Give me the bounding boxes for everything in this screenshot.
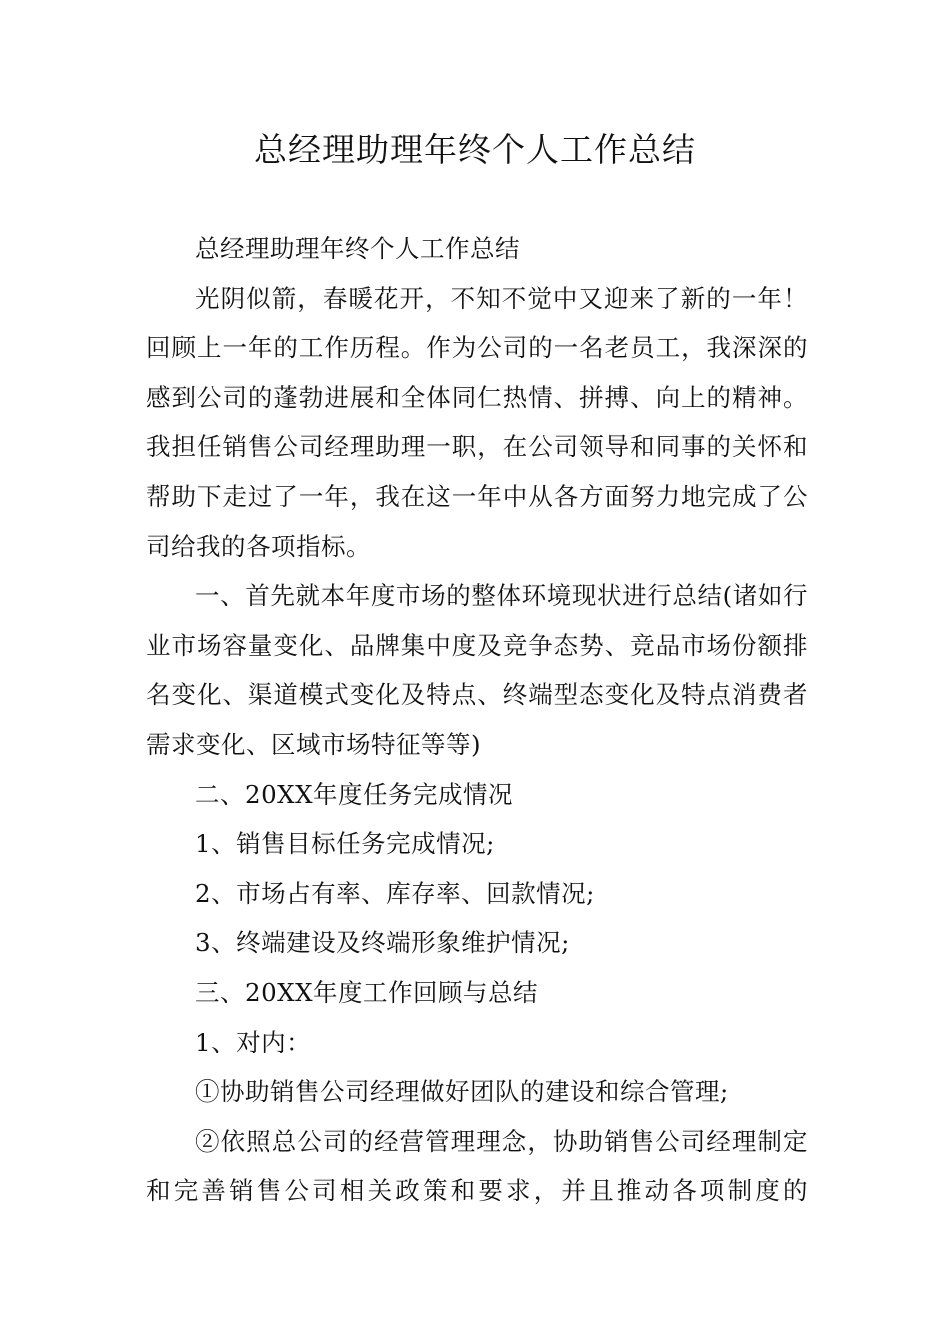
document-body <box>146 224 808 1216</box>
body-paragraph-section-1: 一、首先就本年度市场的整体环境现状进行总结(诸如行业市场容量变化、品牌集中度及竞争态势、竞品市场份额排名变化、渠道模式变化及特点、终端型态变化及特点消费者需求变化、区域市场特征等等) <box>146 581 808 759</box>
body-paragraph-circled-item-1: ①协助销售公司经理做好团队的建设和综合管理; <box>195 1077 729 1107</box>
body-paragraph-section-2-heading: 二、20XX年度任务完成情况 <box>195 779 514 809</box>
body-paragraph-section-3-heading: 三、20XX年度工作回顾与总结 <box>195 977 539 1007</box>
body-paragraph-internal-heading: 1、对内： <box>195 1027 312 1057</box>
body-paragraph-intro: 光阴似箭，春暖花开，不知不觉中又迎来了新的一年！回顾上一年的工作历程。作为公司的一名老员工，我深深的感到公司的蓬勃进展和全体同仁热情、拼搏、向上的精神。我担任销售公司经理助理一职，在公司领导和同事的关怀和帮助下走过了一年，我在这一年中从各方面努力地完成了公司给我的各项指标。 <box>146 283 808 561</box>
body-paragraph-item-1: 1、销售目标任务完成情况; <box>195 829 495 859</box>
body-paragraph-subtitle: 总经理助理年终个人工作总结 <box>195 234 520 263</box>
body-paragraph-item-2: 2、市场占有率、库存率、回款情况; <box>195 878 595 908</box>
body-paragraph-circled-item-2: ②依照总公司的经营管理理念，协助销售公司经理制定和完善销售公司相关政策和要求，并且推动各项制度的 <box>146 1126 808 1206</box>
body-paragraph-item-3: 3、终端建设及终端形象维护情况; <box>195 928 570 958</box>
document-title: 总经理助理年终个人工作总结 <box>254 130 696 169</box>
